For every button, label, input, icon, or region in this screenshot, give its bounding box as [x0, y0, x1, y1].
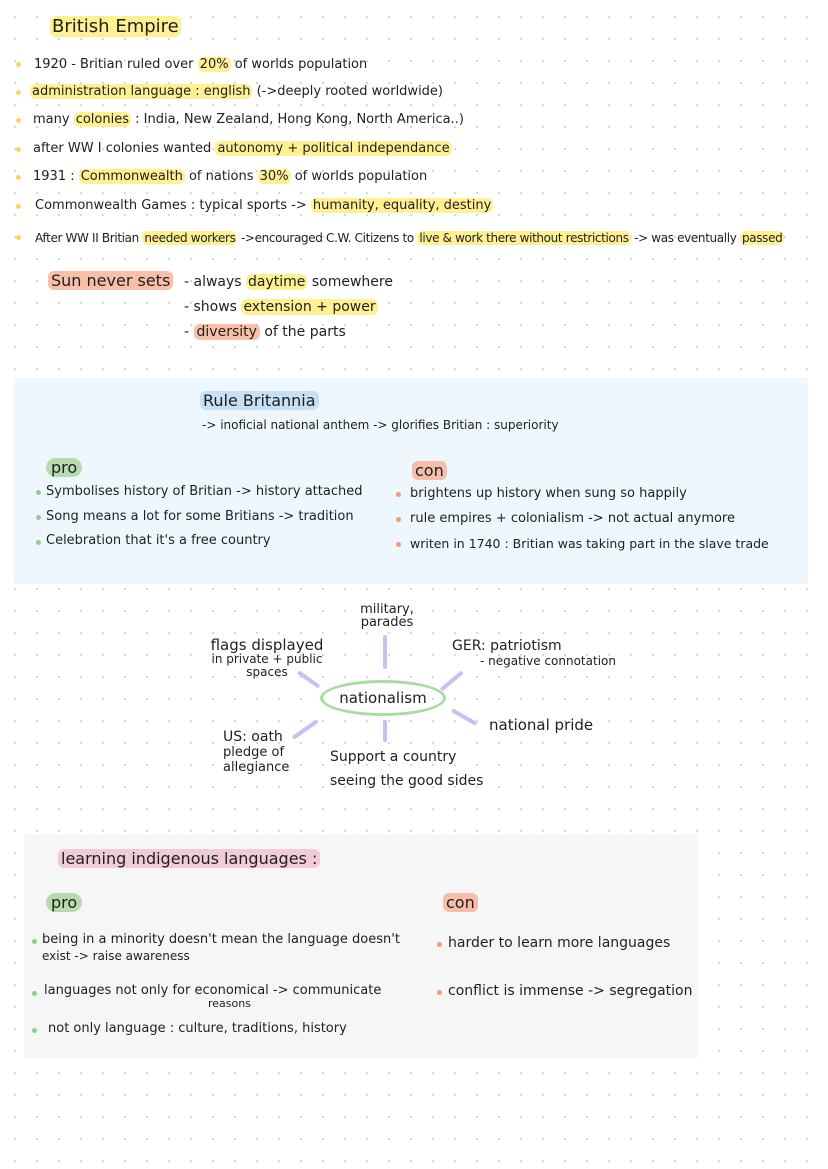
bullet-dot [16, 118, 21, 123]
sun-line-power: - shows extension + power [184, 299, 376, 315]
mindmap-flags: flags displayed in private + public spaces [210, 636, 324, 679]
rule-britannia-title: Rule Britannia [200, 391, 319, 410]
rule-con-item: writen in 1740 : Britian was taking part in the slave trade [410, 536, 769, 551]
rule-britannia-panel [14, 378, 808, 584]
bullet-dot [437, 942, 442, 947]
rule-con-item: brightens up history when sung so happily [410, 486, 687, 501]
mindmap-ray [292, 719, 319, 739]
bullet-dot [32, 1028, 37, 1033]
bullet-item-autonomy: after WW I colonies wanted autonomy + political independance [33, 141, 450, 156]
sun-line-daytime: - always daytime somewhere [184, 274, 393, 290]
bullet-dot [396, 517, 401, 522]
bullet-item-language: administration language : english (->deeply rooted worldwide) [32, 84, 443, 99]
rule-pro-label: pro [46, 458, 82, 477]
bullet-item-commonwealth: 1931 : Commonwealth of nations 30% of worlds population [33, 169, 428, 184]
bullet-dot [36, 490, 41, 495]
bullet-dot [16, 90, 21, 95]
page-title: British Empire [52, 16, 179, 37]
mindmap-us: US: oath pledge of allegiance [223, 729, 290, 775]
bullet-dot [36, 540, 41, 545]
rule-pro-item: Song means a lot for some Britians -> tradition [46, 509, 354, 524]
mindmap-ray [383, 720, 387, 742]
bullet-dot [36, 515, 41, 520]
languages-pro-label: pro [46, 893, 82, 912]
bullet-item-colonies: many colonies : India, New Zealand, Hong Kong, North America..) [33, 112, 464, 127]
rule-pro-item: Symbolises history of Britian -> history attached [46, 484, 363, 499]
sun-line-diversity: - diversity of the parts [184, 324, 346, 340]
bullet-dot [437, 990, 442, 995]
bullet-dot [32, 939, 37, 944]
languages-title: learning indigenous languages : [58, 849, 320, 868]
mindmap-ray [383, 635, 387, 669]
bullet-dot [16, 147, 21, 152]
nationalism-center: nationalism [320, 680, 446, 716]
rule-con-item: rule empires + colonialism -> not actual anymore [410, 511, 735, 526]
mindmap-ger: GER: patriotism - negative connotation [452, 638, 616, 668]
bullet-item-population: 1920 - Britian ruled over 20% of worlds population [34, 57, 368, 72]
bullet-item-workers: After WW II Britian needed workers ->encouraged C.W. Citizens to live & work there without restrictions -> was eventually passed [35, 231, 783, 245]
bullet-dot [16, 62, 21, 67]
rule-britannia-subtitle: -> inoficial national anthem -> glorifies Britian : superiority [202, 418, 559, 432]
mindmap-ray [440, 670, 464, 691]
mindmap-pride: national pride [489, 716, 594, 734]
mindmap-ray [451, 708, 477, 725]
bullet-dot [32, 991, 37, 996]
languages-con-item: harder to learn more languages [448, 935, 671, 951]
mindmap-military: military, parades [360, 602, 414, 630]
rule-con-label: con [412, 461, 447, 480]
mindmap-support: Support a country seeing the good sides [330, 749, 484, 789]
languages-con-label: con [443, 893, 478, 912]
languages-con-item: conflict is immense -> segregation [448, 983, 693, 999]
languages-pro-item: languages not only for economical -> communicate reasons [44, 983, 382, 1010]
bullet-dot [16, 235, 21, 240]
bullet-dot [396, 542, 401, 547]
bullet-dot [16, 204, 21, 209]
languages-pro-item: being in a minority doesn't mean the language doesn't exist -> raise awareness [42, 932, 400, 963]
sun-never-sets-label: Sun never sets [48, 271, 173, 290]
bullet-dot [396, 492, 401, 497]
rule-pro-item: Celebration that it's a free country [46, 533, 271, 548]
bullet-item-games: Commonwealth Games : typical sports -> humanity, equality, destiny [35, 198, 492, 213]
languages-pro-item: not only language : culture, traditions, history [48, 1021, 347, 1036]
bullet-dot [16, 175, 21, 180]
